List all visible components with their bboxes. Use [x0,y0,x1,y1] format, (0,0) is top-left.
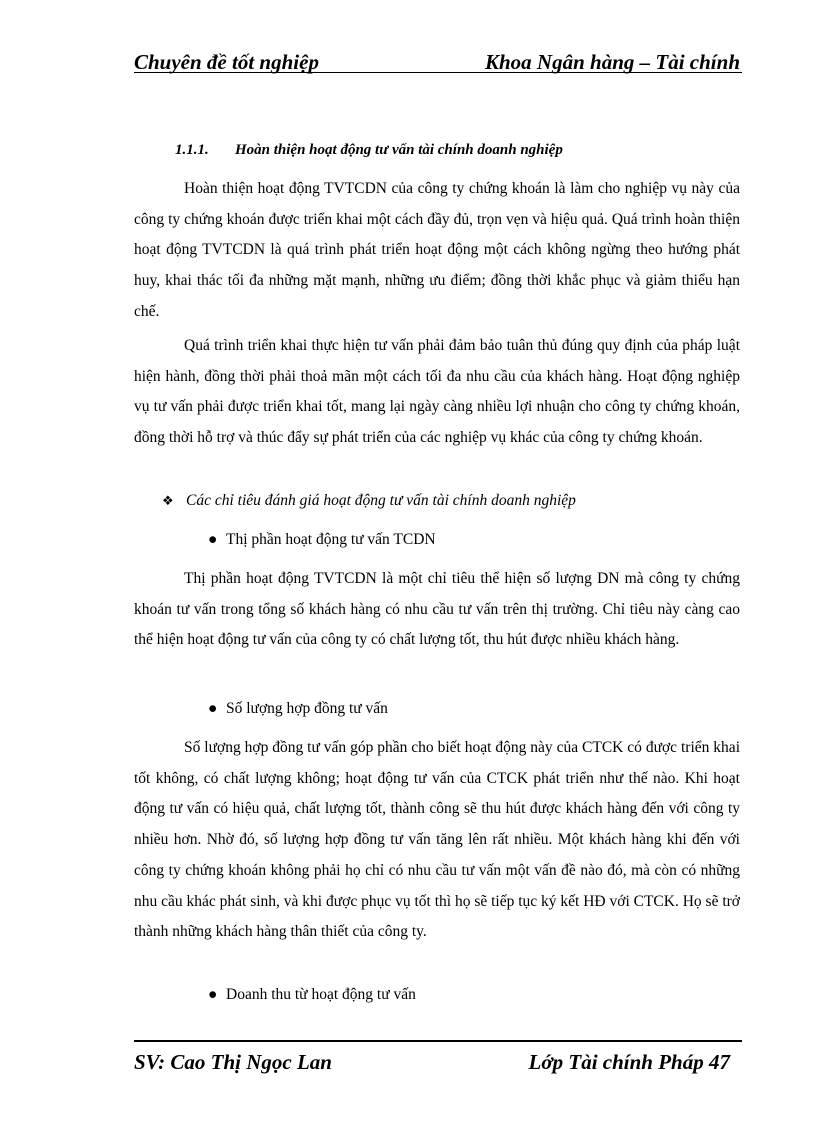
header-thesis-label: Chuyên đề tốt nghiệp [134,50,319,74]
criteria-heading [162,492,576,510]
header-faculty-label: Khoa Ngân hàng – Tài chính [485,50,740,74]
bullet-item [208,700,388,718]
bullet-dot-icon: ● [208,700,218,717]
bullet-dot-icon: ● [208,531,218,548]
paragraph-requirements: Quá trình triển khai thực hiện tư vấn phải đảm bảo tuân thủ đúng quy định của pháp luật hiện hành, đồng thời phải thoả mãn một cách tối đa nhu cầu của khách hàng. Hoạt động nghiệp vụ tư vấn phải được triển khai tốt, mang lại ngày càng nhiều lợi nhuận cho công ty chứng khoán, đồng thời hỗ trợ và thúc đẩy sự phát triển của các nghiệp vụ khác của công ty chứng khoán. [134,337,740,447]
diamond-bullet-icon: ❖ [162,493,174,508]
bullet-dot-icon: ● [208,986,218,1003]
paragraph-contracts: Số lượng hợp đồng tư vấn góp phần cho biết hoạt động này của CTCK có được triển khai tốt không, có chất lượng không; hoạt động tư vấn của CTCK phát triển như thế nào. Khi hoạt động tư vấn có hiệu quả, chất lượng tốt, thành công sẽ thu hút được khách hàng đến với công ty nhiều hơn. Nhờ đó, số lượng hợp đồng tư vấn tăng lên rất nhiều. Một khách hàng khi đến với công ty chứng khoán không phải họ chỉ có nhu cầu tư vấn một vấn đề nào đó, mà còn có những nhu cầu khác phát sinh, và khi được phục vụ tốt thì họ sẽ tiếp tục ký kết HĐ với CTCK. Họ sẽ trở thành những khách hàng thân thiết của công ty. [134,739,740,941]
section-heading [175,142,563,159]
criteria-heading-text: Các chỉ tiêu đánh giá hoạt động tư vấn tài chính doanh nghiệp [186,492,576,509]
bullet-item-label: Thị phần hoạt động tư vấn TCDN [226,531,436,548]
section-title: Hoàn thiện hoạt động tư vấn tài chính doanh nghiệp [235,142,563,158]
paragraph-intro: Hoàn thiện hoạt động TVTCDN của công ty chứng khoán là làm cho nghiệp vụ này của công ty chứng khoán được triển khai một cách đầy đủ, trọn vẹn và hiệu quả. Quá trình hoàn thiện hoạt động TVTCDN là quá trình phát triển hoạt động một cách không ngừng theo hướng phát huy, khai thác tối đa những mặt mạnh, những ưu điểm; đồng thời khắc phục và giảm thiểu hạn chế. [134,180,740,320]
bullet-item-label: Số lượng hợp đồng tư vấn [226,700,388,717]
bullet-item [208,986,416,1004]
page-footer [134,1050,730,1080]
footer-class-name: Lớp Tài chính Pháp 47 [528,1050,730,1074]
header-divider [134,72,742,73]
bullet-item-label: Doanh thu từ hoạt động tư vấn [226,986,416,1003]
footer-divider [134,1040,742,1042]
paragraph-market-share: Thị phần hoạt động TVTCDN là một chỉ tiêu thể hiện số lượng DN mà công ty chứng khoán tư vấn trong tổng số khách hàng có nhu cầu tư vấn trên thị trường. Chỉ tiêu này càng cao thể hiện hoạt động tư vấn của công ty có chất lượng tốt, thu hút được nhiều khách hàng. [134,570,740,649]
section-number: 1.1.1. [175,142,209,158]
bullet-item [208,531,436,549]
footer-student-name: SV: Cao Thị Ngọc Lan [134,1050,332,1074]
